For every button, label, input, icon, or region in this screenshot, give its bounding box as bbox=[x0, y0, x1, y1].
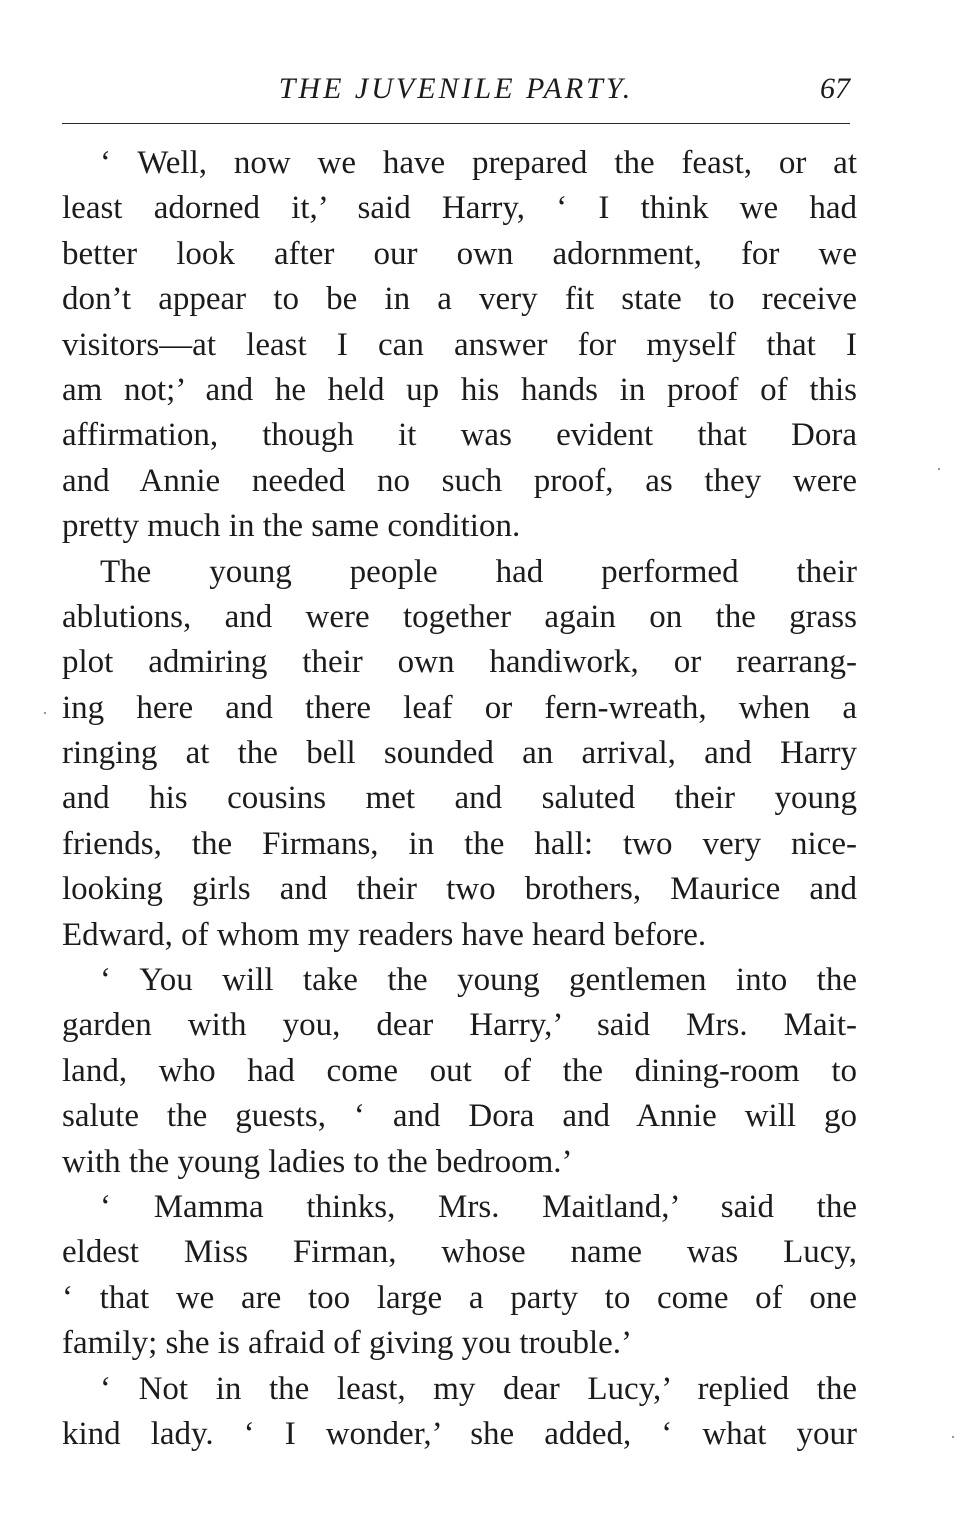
text-line: ablutions, and were together again on the grass bbox=[62, 598, 857, 635]
text-line: ringing at the bell sounded an arrival, and Harry bbox=[62, 735, 857, 772]
body-text bbox=[62, 141, 857, 1457]
text-line: looking girls and their two brothers, Maurice and bbox=[62, 871, 857, 908]
text-line: family; she is afraid of giving you trouble.’ bbox=[62, 1325, 633, 1362]
header-rule bbox=[62, 123, 850, 124]
page-number: 67 bbox=[820, 72, 850, 105]
running-title: THE JUVENILE PARTY. bbox=[278, 72, 634, 105]
text-line: ‘ Well, now we have prepared the feast, or at bbox=[100, 145, 857, 181]
text-line: visitors—at least I can answer for myself that I bbox=[62, 326, 857, 363]
text-line: eldest Miss Firman, whose name was Lucy, bbox=[62, 1234, 857, 1271]
text-line: ‘ that we are too large a party to come of one bbox=[62, 1279, 857, 1316]
text-line: Edward, of whom my readers have heard before. bbox=[62, 916, 707, 953]
text-line: and Annie needed no such proof, as they were bbox=[62, 462, 857, 499]
text-line: friends, the Firmans, in the hall: two very nice- bbox=[62, 825, 857, 862]
text-line: with the young ladies to the bedroom.’ bbox=[62, 1143, 573, 1180]
text-line: ‘ You will take the young gentlemen into the bbox=[100, 962, 857, 999]
paper-speck bbox=[952, 1436, 954, 1438]
text-line: and his cousins met and saluted their young bbox=[62, 780, 857, 817]
text-line: am not;’ and he held up his hands in proof of this bbox=[62, 371, 857, 408]
text-line: The young people had performed their bbox=[100, 553, 857, 590]
text-line: better look after our own adornment, for we bbox=[62, 235, 857, 272]
text-line: affirmation, though it was evident that Dora bbox=[62, 417, 857, 454]
paper-speck bbox=[938, 468, 940, 470]
text-line: plot admiring their own handiwork, or rearrang- bbox=[62, 644, 857, 681]
text-line: least adorned it,’ said Harry, ‘ I think we had bbox=[62, 190, 857, 227]
text-line: land, who had come out of the dining-room to bbox=[62, 1052, 857, 1089]
text-line: garden with you, dear Harry,’ said Mrs. Mait- bbox=[62, 1007, 857, 1044]
text-line: ‘ Mamma thinks, Mrs. Maitland,’ said the bbox=[100, 1188, 857, 1225]
text-line: kind lady. ‘ I wonder,’ she added, ‘ what your bbox=[62, 1415, 857, 1452]
text-line: salute the guests, ‘ and Dora and Annie will go bbox=[62, 1098, 857, 1135]
text-line: ing here and there leaf or fern-wreath, when a bbox=[62, 689, 857, 726]
running-head bbox=[62, 72, 850, 116]
text-line: pretty much in the same condition. bbox=[62, 508, 521, 545]
paper-speck bbox=[44, 712, 46, 714]
text-line: don’t appear to be in a very fit state to receive bbox=[62, 281, 857, 318]
text-line: ‘ Not in the least, my dear Lucy,’ replied the bbox=[100, 1370, 857, 1407]
